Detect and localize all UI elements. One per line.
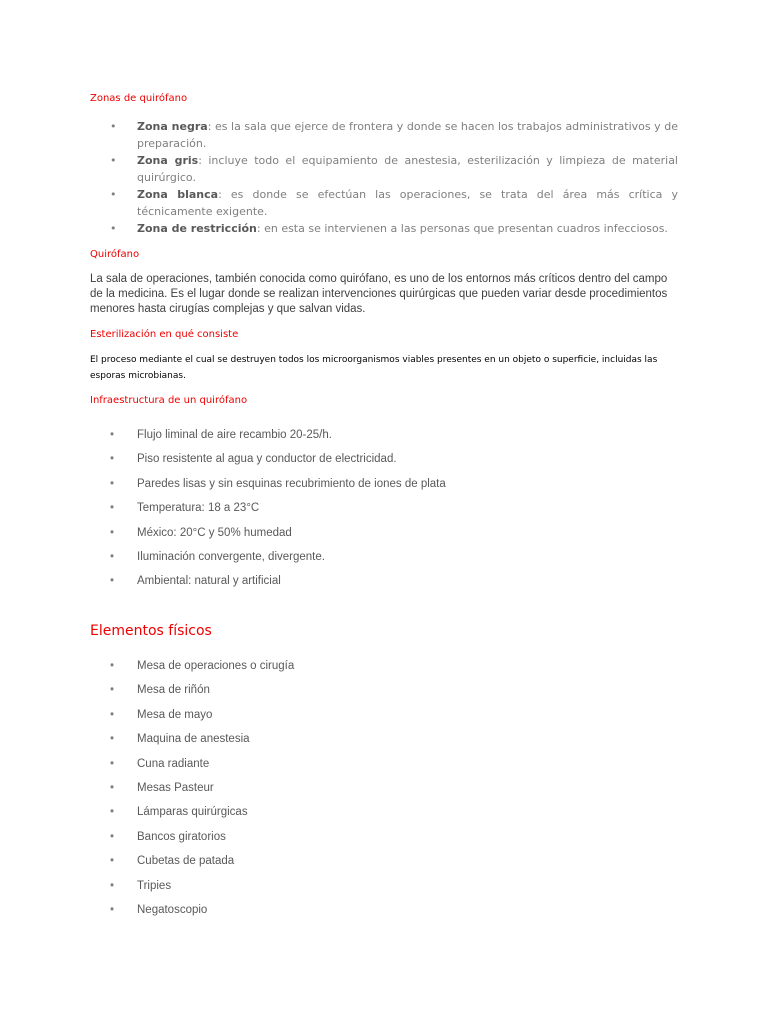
list-item	[110, 496, 670, 520]
list-item	[110, 678, 670, 702]
bullet-icon: •	[110, 477, 115, 490]
zonas-list	[110, 118, 678, 237]
bullet-icon: •	[110, 757, 115, 770]
list-item-text: México: 20°C y 50% humedad	[137, 526, 292, 539]
bullet-icon: •	[110, 222, 117, 235]
bullet-icon: •	[110, 708, 115, 721]
list-item-text: Cuna radiante	[137, 757, 210, 770]
zona-text: : es donde se efectúan las operaciones, se trata del área más crítica y técnicamente exigente.	[137, 188, 679, 218]
list-item	[110, 825, 670, 849]
zona-term: Zona blanca	[137, 188, 219, 201]
list-item	[110, 220, 678, 237]
bullet-icon: •	[110, 830, 115, 843]
bullet-icon: •	[110, 120, 117, 133]
bullet-icon: •	[110, 575, 115, 588]
list-item-text: Mesa de operaciones o cirugía	[137, 660, 295, 672]
esterilizacion-paragraph: El proceso mediante el cual se destruyen todos los microorganismos viables presentes en un objeto o superficie, incluidas las esporas microbianas.	[90, 355, 658, 381]
esterilizacion-heading: Esterilización en qué consiste	[90, 329, 239, 340]
list-item	[110, 703, 670, 727]
zona-text: : es la sala que ejerce de frontera y donde se hacen los trabajos administrativos y de preparación.	[137, 120, 678, 150]
list-item	[110, 800, 670, 824]
list-item-text: Flujo liminal de aire recambio 20-25/h.	[137, 429, 332, 441]
list-item-text: Ambiental: natural y artificial	[137, 575, 281, 588]
list-item-text: Lámparas quirúrgicas	[137, 806, 248, 819]
bullet-icon: •	[110, 782, 115, 795]
list-item-text: Tripies	[137, 879, 172, 892]
list-item	[110, 545, 670, 569]
list-item	[110, 776, 670, 800]
bullet-icon: •	[110, 879, 115, 892]
zona-term: Zona gris	[137, 154, 199, 167]
list-item	[110, 152, 678, 186]
list-item	[110, 118, 678, 152]
zona-text: : incluye todo el equipamiento de anestesia, esterilización y limpieza de material quirúrgico.	[137, 154, 678, 184]
infraestructura-list	[110, 423, 670, 594]
elementos-list	[110, 654, 670, 922]
list-item	[110, 654, 670, 678]
list-item-text: Mesa de riñón	[137, 684, 210, 697]
list-item	[110, 521, 670, 545]
list-item	[110, 472, 670, 496]
list-item-text: Bancos giratorios	[137, 830, 226, 843]
bullet-icon: •	[110, 806, 115, 819]
bullet-icon: •	[110, 526, 115, 539]
infraestructura-heading: Infraestructura de un quirófano	[90, 395, 248, 406]
bullet-icon: •	[110, 855, 115, 868]
list-item	[110, 447, 670, 471]
list-item-text: Paredes lisas y sin esquinas recubrimiento de iones de plata	[137, 477, 446, 490]
zona-term: Zona negra	[137, 120, 208, 133]
list-item	[110, 849, 670, 873]
zona-term: Zona de restricción	[137, 222, 257, 235]
bullet-icon: •	[110, 453, 115, 466]
bullet-icon: •	[110, 502, 115, 515]
bullet-icon: •	[110, 733, 115, 746]
bullet-icon: •	[110, 904, 115, 917]
bullet-icon: •	[110, 660, 115, 672]
list-item	[110, 752, 670, 776]
list-item	[110, 874, 670, 898]
list-item-text: Negatoscopio	[137, 904, 208, 917]
bullet-icon: •	[110, 188, 117, 201]
list-item	[110, 569, 670, 593]
quirofano-paragraph: La sala de operaciones, también conocida como quirófano, es uno de los entornos más críticos dentro del campo de la medicina. Es el lugar donde se realizan intervenciones quirúrgicas que pueden variar desde procedimientos menores hasta cirugías complejas y que salvan vidas.	[90, 273, 668, 315]
list-item	[110, 186, 678, 220]
list-item-text: Mesas Pasteur	[137, 782, 214, 795]
elementos-heading: Elementos físicos	[90, 623, 212, 639]
bullet-icon: •	[110, 684, 115, 697]
list-item	[110, 898, 670, 922]
list-item-text: Maquina de anestesia	[137, 733, 250, 746]
quirofano-heading: Quirófano	[90, 249, 140, 260]
list-item-text: Piso resistente al agua y conductor de electricidad.	[137, 453, 397, 466]
list-item-text: Temperatura: 18 a 23°C	[137, 502, 260, 515]
zona-text: : en esta se intervienen a las personas que presentan cuadros infecciosos.	[256, 222, 668, 235]
list-item-text: Iluminación convergente, divergente.	[137, 551, 325, 564]
bullet-icon: •	[110, 154, 117, 167]
list-item	[110, 423, 670, 447]
bullet-icon: •	[110, 551, 115, 564]
list-item	[110, 727, 670, 751]
list-item-text: Mesa de mayo	[137, 708, 213, 721]
zonas-heading: Zonas de quirófano	[90, 93, 188, 104]
bullet-icon: •	[110, 429, 115, 441]
list-item-text: Cubetas de patada	[137, 855, 235, 868]
